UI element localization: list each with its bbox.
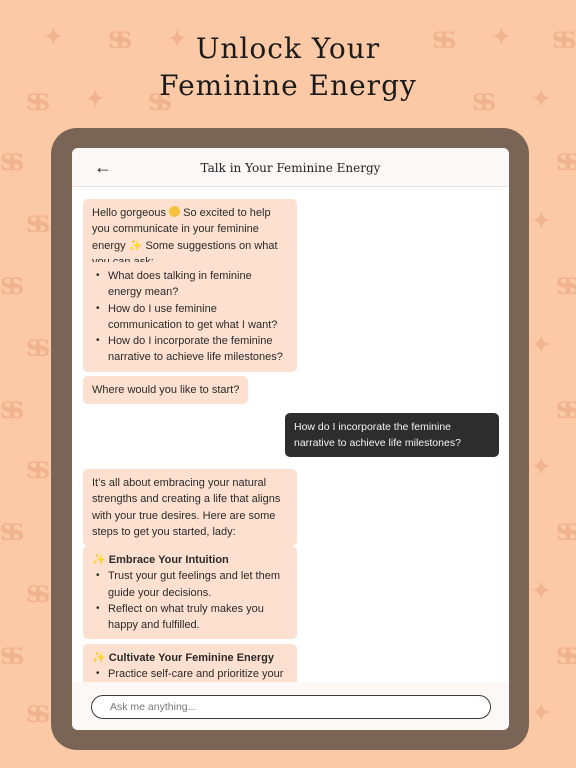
- sparkle-icon: ✦: [532, 454, 551, 480]
- sparkle-icon: ✦: [44, 24, 63, 50]
- brand-monogram-icon: SS: [148, 90, 166, 116]
- brand-monogram-icon: SS: [26, 458, 44, 484]
- brand-monogram-icon: SS: [556, 644, 574, 670]
- step-2-heading: [92, 650, 288, 666]
- step-2-title: Cultivate Your Feminine Energy: [108, 652, 275, 664]
- brand-monogram-icon: SS: [0, 644, 18, 670]
- sparkle-icon: ✦: [492, 24, 511, 50]
- user-message: How do I incorporate the feminine narrative to achieve life milestones?: [285, 413, 499, 457]
- top-bar: [72, 148, 509, 187]
- sparkle-icon: ✦: [532, 208, 551, 234]
- sparkle-icon: ✦: [532, 86, 551, 112]
- hero-title: [0, 26, 576, 104]
- brand-monogram-icon: SS: [556, 520, 574, 546]
- brand-monogram-icon: SS: [108, 28, 126, 54]
- list-item: • Trust your gut feelings and let them guide your decisions.: [92, 568, 288, 601]
- bot-message-prompt: Where would you like to start?: [83, 376, 248, 404]
- bot-message-step-2: [83, 644, 297, 682]
- brand-monogram-icon: SS: [556, 274, 574, 300]
- arrow-left-icon[interactable]: ←: [94, 157, 112, 177]
- step-2-list: [92, 666, 288, 682]
- list-item: • Practice self-care and prioritize your: [92, 666, 288, 682]
- step-1-heading: [92, 552, 288, 568]
- brand-monogram-icon: SS: [556, 150, 574, 176]
- brand-monogram-icon: SS: [0, 150, 18, 176]
- brand-monogram-icon: SS: [26, 90, 44, 116]
- hero-title-line1: Unlock Your: [195, 32, 381, 65]
- greeting-part3: Some suggestions on what: [145, 239, 278, 252]
- bot-message-reply: It’s all about embracing your natural strengths and creating a life that aligns with your true desires. Here are some steps to get you started, lady:: [83, 469, 297, 546]
- screen-title: Talk in Your Feminine Energy: [200, 161, 381, 175]
- sparkle-icon: ✦: [168, 26, 187, 52]
- bot-message-step-1: [83, 546, 297, 639]
- brand-monogram-icon: SS: [26, 336, 44, 362]
- suggestion-item[interactable]: • What does talking in feminine energy mean?: [92, 268, 288, 301]
- step-1-title: Embrace Your Intuition: [108, 554, 229, 566]
- list-item: • Reflect on what truly makes you happy and fulfilled.: [92, 601, 288, 634]
- sparkles-icon: ✨: [92, 652, 106, 664]
- brand-monogram-icon: SS: [0, 398, 18, 424]
- app-screen: [72, 148, 509, 730]
- chat-thread[interactable]: [72, 188, 509, 682]
- bot-message-suggestions: [83, 262, 297, 372]
- brand-monogram-icon: SS: [556, 398, 574, 424]
- brand-monogram-icon: SS: [26, 212, 44, 238]
- greeting-part1: Hello gorgeous: [92, 207, 170, 219]
- greeting-part2: So excited to help you communicate in your feminine energy: [92, 207, 271, 252]
- sparkle-icon: ✦: [532, 700, 551, 726]
- chat-input[interactable]: [91, 695, 491, 719]
- sparkle-icon: ✦: [532, 578, 551, 604]
- sparkles-icon: ✨: [128, 239, 143, 252]
- brand-monogram-icon: SS: [0, 274, 18, 300]
- smiling-face-icon: [169, 206, 180, 217]
- step-1-list: [92, 568, 288, 633]
- sparkle-icon: ✦: [86, 86, 105, 112]
- hero-title-line2: Feminine Energy: [159, 69, 417, 102]
- brand-monogram-icon: SS: [0, 520, 18, 546]
- suggestion-list: [92, 268, 288, 366]
- brand-monogram-icon: SS: [552, 28, 570, 54]
- sparkles-icon: ✨: [92, 554, 106, 566]
- brand-monogram-icon: SS: [26, 702, 44, 728]
- brand-monogram-icon: SS: [432, 28, 450, 54]
- brand-monogram-icon: SS: [26, 582, 44, 608]
- sparkle-icon: ✦: [532, 332, 551, 358]
- suggestion-item[interactable]: • How do I use feminine communication to get what I want?: [92, 301, 288, 334]
- composer: [72, 682, 509, 730]
- brand-monogram-icon: SS: [472, 90, 490, 116]
- suggestion-item[interactable]: • How do I incorporate the feminine narrative to achieve life milestones?: [92, 333, 288, 366]
